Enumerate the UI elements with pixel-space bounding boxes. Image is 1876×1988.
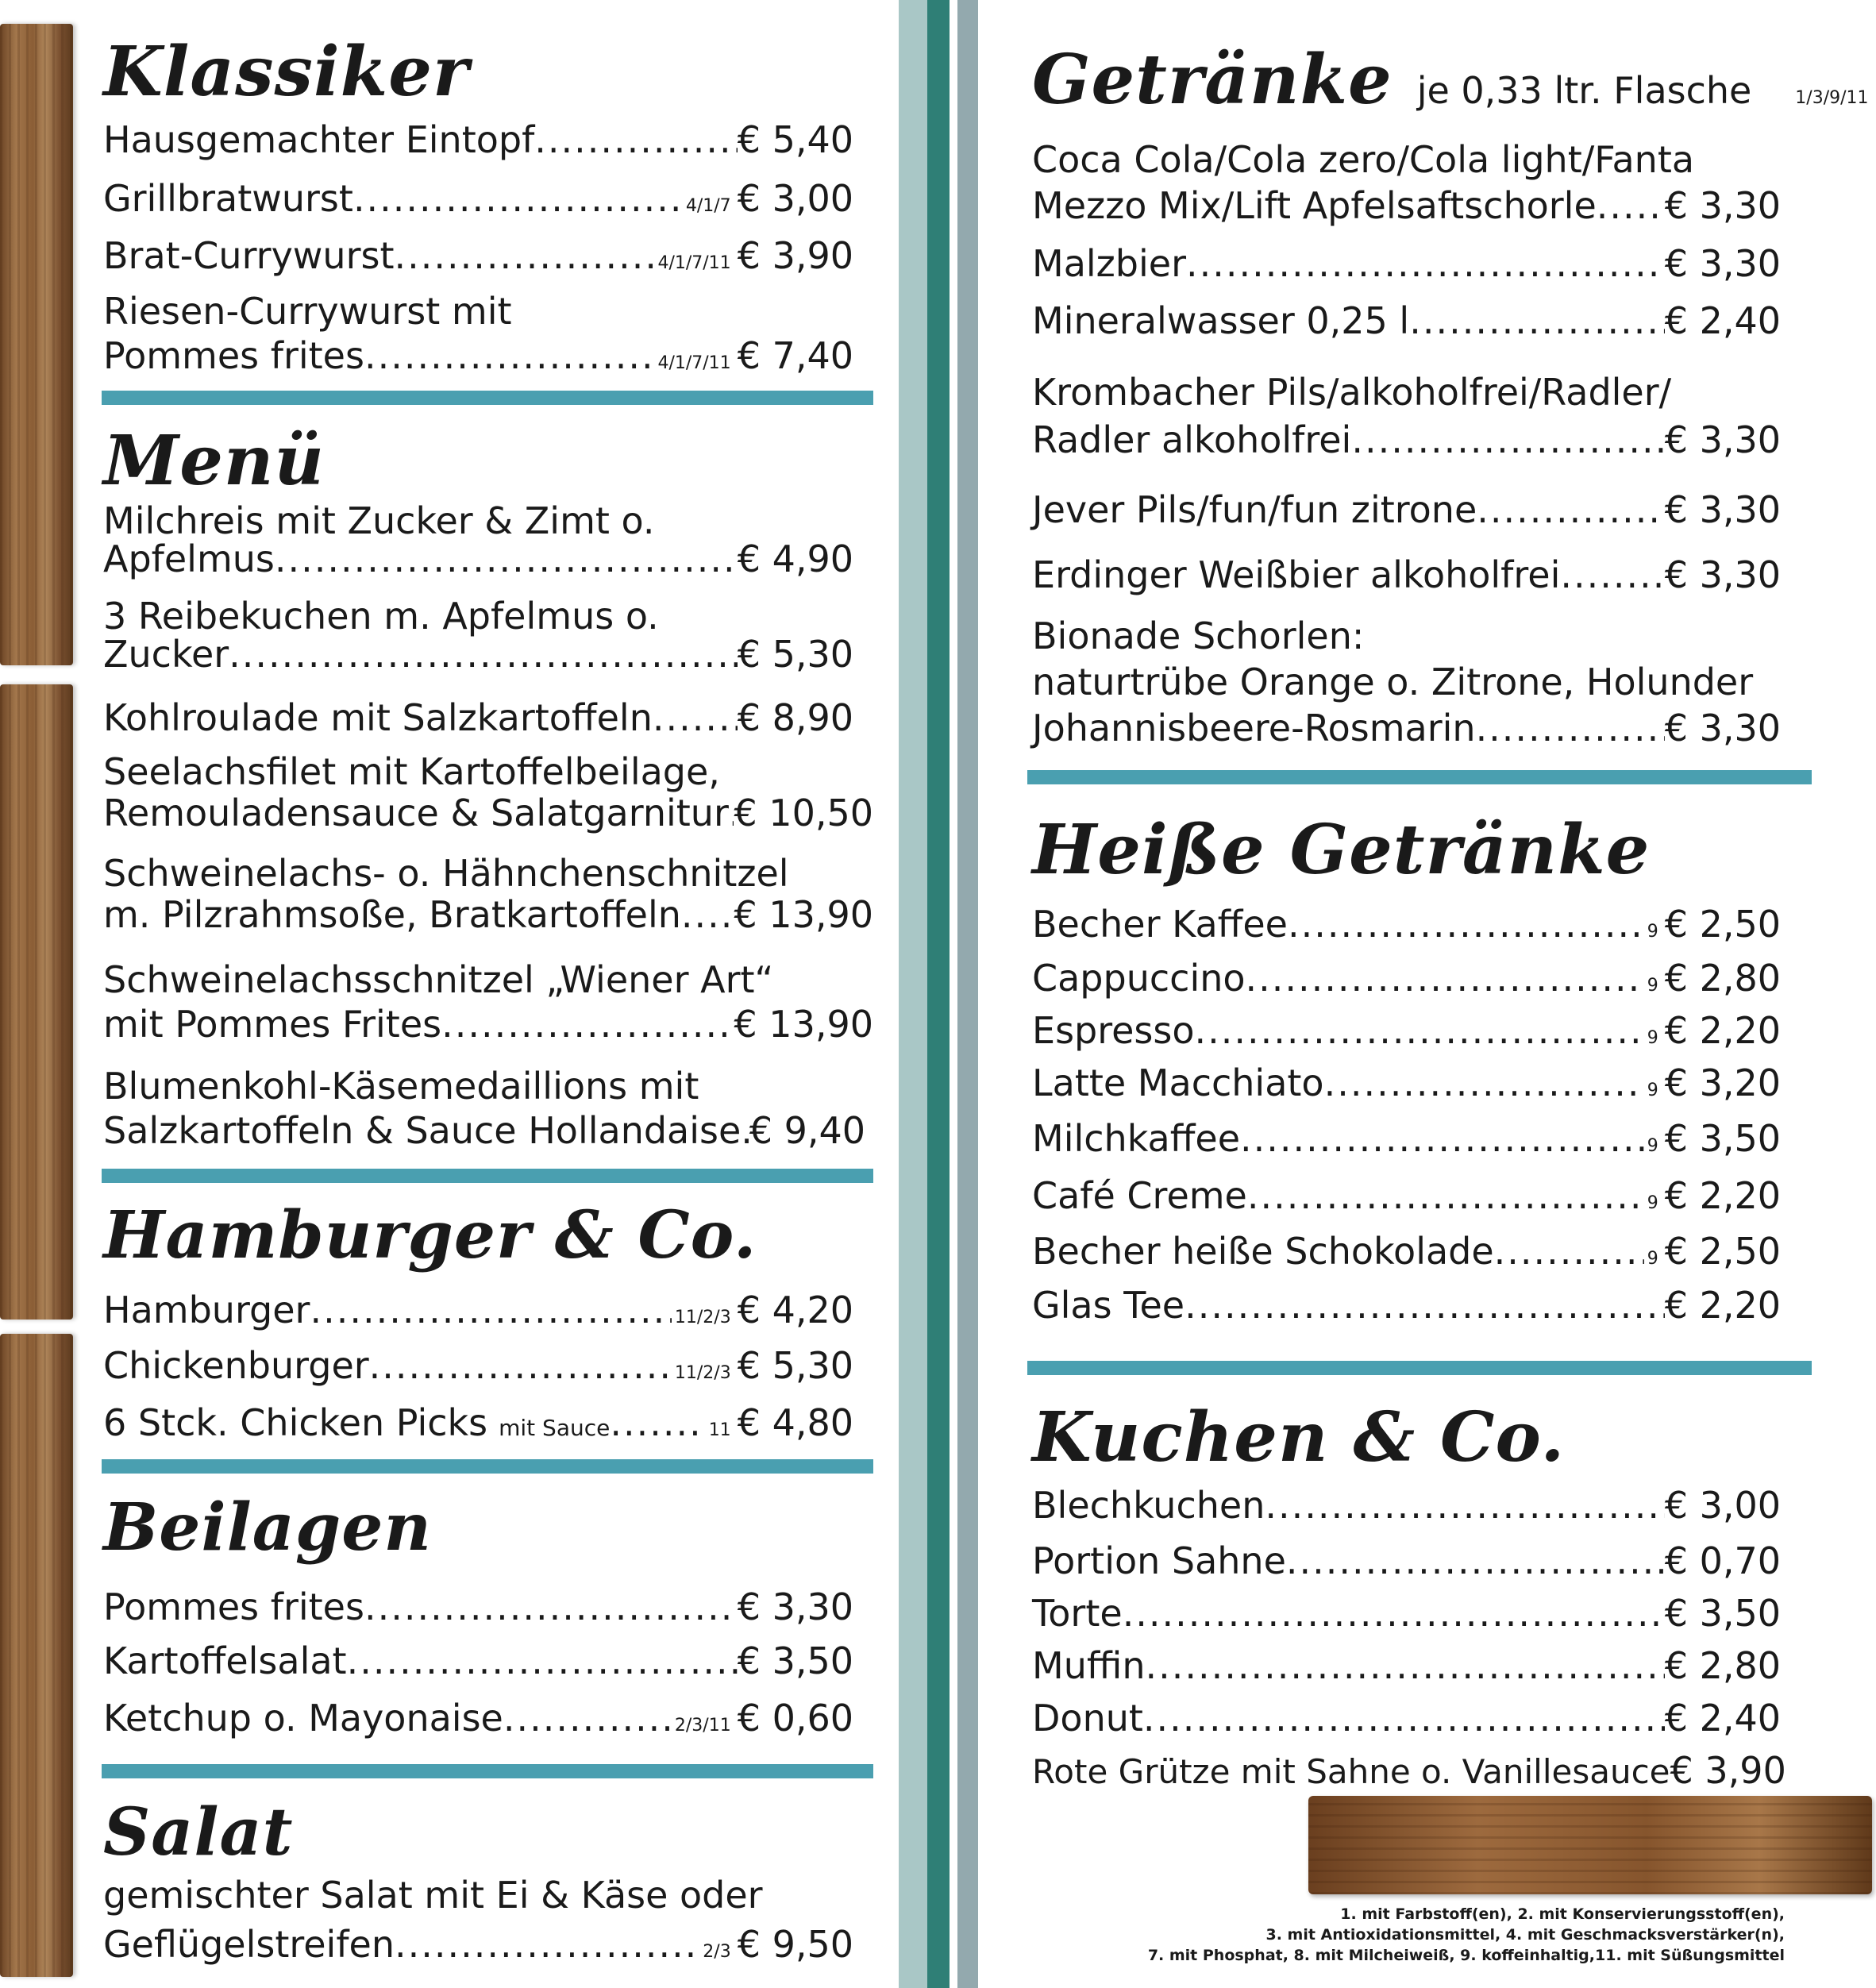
dot-leader (1247, 1173, 1644, 1218)
hot-drink-milchkaffee (1032, 1116, 1781, 1169)
dot-leader (503, 1696, 672, 1740)
menu-item-blumenkohl (103, 1064, 865, 1153)
dot-leader (1286, 1539, 1665, 1583)
section-title-kuchen: Kuchen & Co. (1032, 1397, 1566, 1478)
hot-drink-latte-macchiato (1032, 1061, 1781, 1113)
item-price: € 3,00 (1664, 1484, 1781, 1527)
dot-leader (681, 894, 734, 935)
item-name: Remouladensauce & Salatgarnitur (103, 792, 729, 834)
menu-item-wiener-art (103, 957, 873, 1046)
section-title-menue: Menü (103, 421, 325, 501)
cake-item-portion-sahne (1032, 1539, 1781, 1583)
cake-item-donut (1032, 1696, 1781, 1740)
dot-leader (610, 1400, 705, 1445)
menu-item-reibekuchen (103, 595, 853, 676)
item-price: € 3,30 (1664, 553, 1781, 596)
item-name: Pommes frites (103, 334, 364, 377)
dot-leader (275, 540, 738, 578)
allergen-footnotes (1032, 1904, 1785, 1966)
section-divider (1027, 770, 1812, 784)
item-name: Radler alkoholfrei (1032, 418, 1352, 461)
dot-leader (1123, 1591, 1665, 1635)
footnote-line: 7. mit Phosphat, 8. mit Milcheiweiß, 9. koffeinhaltig,11. mit Süßungsmittel (1147, 1947, 1785, 1964)
item-small-note: mit Sauce (499, 1415, 611, 1441)
cake-item-torte (1032, 1591, 1781, 1635)
dot-leader (1265, 1483, 1664, 1528)
section-title-klassiker: Klassiker (103, 32, 470, 112)
allergen-note: 9 (1647, 1136, 1658, 1156)
item-line1: Schweinelachs- o. Hähnchenschnitzel (103, 852, 789, 895)
item-price: € 3,30 (737, 1585, 853, 1628)
center-stripe-white (950, 0, 957, 1988)
allergen-note: 9 (1647, 976, 1658, 996)
dot-leader (1560, 553, 1664, 597)
item-name: m. Pilzrahmsoße, Bratkartoffeln (103, 893, 681, 936)
allergen-note: 2/3 (703, 1942, 731, 1962)
cake-item-blechkuchen (1032, 1483, 1781, 1528)
menu-item-kartoffelsalat (103, 1639, 853, 1683)
cake-item-rote-gruetze (1032, 1748, 1786, 1794)
item-price: € 5,30 (737, 1344, 853, 1387)
item-name: Torte (1032, 1592, 1123, 1635)
dot-leader (310, 1288, 671, 1332)
dot-leader (364, 1585, 738, 1629)
item-price: € 2,20 (1664, 1009, 1781, 1052)
item-price: € 3,00 (737, 177, 853, 220)
item-price: € 10,50 (734, 792, 873, 834)
item-price: € 4,80 (737, 1401, 853, 1444)
item-price: € 2,50 (1664, 1230, 1781, 1273)
drink-item-mineralwasser (1032, 299, 1781, 343)
item-name: Geflügelstreifen (103, 1923, 395, 1966)
center-stripe-light (899, 0, 927, 1988)
menu-item-eintopf (103, 118, 853, 162)
allergen-note: 9 (1647, 1193, 1658, 1213)
item-price: € 3,50 (737, 1639, 853, 1682)
menu-item-riesen-currywurst (103, 289, 853, 386)
item-price: € 8,90 (737, 696, 853, 739)
hot-drink-becher-kaffee (1032, 902, 1781, 954)
item-price: € 3,50 (1664, 1117, 1781, 1160)
item-name: Muffin (1032, 1644, 1146, 1687)
item-name: Donut (1032, 1697, 1143, 1740)
item-price: € 7,40 (737, 334, 853, 377)
dot-leader (229, 635, 738, 673)
dot-leader (353, 176, 683, 221)
item-name: Mezzo Mix/Lift Apfelsaftschorle (1032, 184, 1597, 227)
item-price: € 5,30 (737, 633, 853, 676)
menu-item-chicken-picks (103, 1400, 853, 1453)
allergen-note: 9 (1647, 1028, 1658, 1048)
dot-leader (1597, 183, 1665, 229)
center-stripe-dark (927, 0, 950, 1988)
item-name: Salzkartoffeln & Sauce Hollandaise (103, 1109, 742, 1152)
item-price: € 2,80 (1664, 957, 1781, 1000)
dot-leader (1246, 956, 1644, 1000)
item-price: € 0,60 (737, 1697, 853, 1740)
item-name: Portion Sahne (1032, 1539, 1286, 1582)
drink-item-jever (1032, 487, 1781, 532)
item-line1: gemischter Salat mit Ei & Käse oder (103, 1874, 763, 1917)
menu-item-seelachsfilet (103, 751, 873, 834)
section-title-text: Getränke (1032, 40, 1393, 120)
dot-leader (1494, 1229, 1644, 1273)
item-price: € 9,50 (737, 1923, 853, 1966)
section-title-salat: Salat (103, 1794, 294, 1870)
item-price: € 4,90 (737, 537, 853, 580)
section-divider (102, 1764, 873, 1778)
drink-item-erdinger (1032, 553, 1781, 597)
item-price: € 3,30 (1664, 242, 1781, 285)
menu-item-brat-currywurst (103, 233, 853, 286)
item-name: Ketchup o. Mayonaise (103, 1697, 503, 1740)
hot-drink-cappuccino (1032, 956, 1781, 1008)
drink-item-krombacher (1032, 368, 1781, 464)
item-name: Milchkaffee (1032, 1117, 1241, 1160)
menu-item-kohlroulade (103, 695, 853, 740)
item-line1: Milchreis mit Zucker & Zimt o. (103, 499, 655, 542)
wood-plank-bottom (0, 1334, 73, 1977)
dot-leader (395, 233, 655, 278)
cake-item-muffin (1032, 1643, 1781, 1688)
dot-leader (1324, 1061, 1644, 1105)
menu-item-chickenburger (103, 1343, 853, 1396)
allergen-note: 11/2/3 (674, 1363, 731, 1383)
allergen-note: 11/2/3 (674, 1308, 731, 1327)
item-line0: Bionade Schorlen: (1032, 615, 1365, 657)
dot-leader (347, 1639, 738, 1683)
dot-leader (441, 1002, 734, 1046)
item-line1: Riesen-Currywurst mit (103, 290, 512, 333)
item-line1: Blumenkohl-Käsemedaillions mit (103, 1065, 699, 1108)
section-title-heisse-getraenke: Heiße Getränke (1032, 810, 1651, 890)
item-name: Rote Grütze mit Sahne o. Vanillesauce (1032, 1752, 1670, 1791)
dot-leader (1476, 705, 1665, 751)
item-name: Hamburger (103, 1289, 310, 1331)
item-price: € 2,20 (1664, 1174, 1781, 1217)
section-divider (102, 1459, 873, 1474)
wood-plank-middle (0, 684, 73, 1320)
item-price: € 3,30 (1664, 707, 1781, 749)
item-name: Kartoffelsalat (103, 1639, 347, 1682)
item-price: € 3,30 (1664, 488, 1781, 531)
dot-leader (1409, 299, 1664, 343)
dot-leader (534, 118, 737, 162)
allergen-note: 4/1/7/11 (657, 353, 731, 373)
allergen-note: 9 (1647, 1249, 1658, 1269)
item-price: € 3,90 (1670, 1749, 1786, 1792)
section-title-hamburger: Hamburger & Co. (103, 1197, 757, 1273)
wood-plank-top (0, 24, 73, 665)
drink-item-bionade (1032, 613, 1781, 751)
menu-item-hamburger (103, 1288, 853, 1340)
item-line1: Seelachsfilet mit Kartoffelbeilage, (103, 750, 720, 793)
dot-leader (364, 333, 655, 378)
item-price: € 2,20 (1664, 1284, 1781, 1327)
allergen-note: 9 (1647, 922, 1658, 942)
item-price: € 3,30 (1664, 418, 1781, 461)
item-line1: Coca Cola/Cola zero/Cola light/Fanta (1032, 138, 1695, 181)
dot-leader (1351, 416, 1664, 464)
hot-drink-schokolade (1032, 1229, 1781, 1281)
item-name: Glas Tee (1032, 1284, 1185, 1327)
item-name: Brat-Currywurst (103, 234, 395, 277)
section-divider (1027, 1361, 1812, 1375)
item-name: 6 Stck. Chicken Picks (103, 1401, 488, 1444)
item-price: € 2,40 (1664, 299, 1781, 342)
item-name: Blechkuchen (1032, 1484, 1265, 1527)
menu-item-grillbratwurst (103, 176, 853, 229)
item-price: € 0,70 (1664, 1539, 1781, 1582)
item-line1: Krombacher Pils/alkoholfrei/Radler/ (1032, 371, 1672, 414)
menu-item-schnitzel (103, 853, 873, 935)
item-name: Cappuccino (1032, 957, 1246, 1000)
item-name: Chickenburger (103, 1344, 369, 1387)
menu-item-salat (103, 1870, 853, 1977)
item-line1: Schweinelachsschnitzel „Wiener Art“ (103, 958, 774, 1001)
item-name: mit Pommes Frites (103, 1003, 442, 1046)
center-stripe-grey (957, 0, 978, 1988)
item-name: Kohlroulade mit Salzkartoffeln (103, 696, 653, 739)
dot-leader (1240, 1116, 1644, 1161)
dot-leader (1288, 902, 1644, 946)
item-price: € 3,90 (737, 234, 853, 277)
dot-leader (1185, 1283, 1665, 1327)
menu-item-pommes (103, 1585, 853, 1629)
item-price: € 13,90 (734, 893, 873, 936)
item-name: Mineralwasser 0,25 l (1032, 299, 1410, 342)
item-name: Jever Pils/fun/fun zitrone (1032, 488, 1477, 531)
item-name: Hausgemachter Eintopf (103, 118, 535, 161)
menu-item-milchreis (103, 499, 853, 580)
item-price: € 2,50 (1664, 903, 1781, 946)
item-price: € 13,90 (734, 1003, 873, 1046)
item-price: € 2,80 (1664, 1644, 1781, 1687)
item-name: Malzbier (1032, 242, 1186, 285)
dot-leader (1143, 1696, 1665, 1740)
drink-item-malzbier (1032, 241, 1781, 286)
item-name: Café Creme (1032, 1174, 1247, 1217)
item-line1: naturtrübe Orange o. Zitrone, Holunder (1032, 661, 1754, 703)
section-subnote: 1/3/9/11 (1795, 88, 1869, 108)
section-divider (102, 391, 873, 405)
section-divider (102, 1169, 873, 1183)
section-title-beilagen: Beilagen (103, 1489, 433, 1566)
item-name: Grillbratwurst (103, 177, 353, 220)
item-price: € 4,20 (737, 1289, 853, 1331)
section-subtitle: je 0,33 ltr. Flasche (1416, 69, 1752, 112)
allergen-note: 9 (1647, 1081, 1658, 1100)
dot-leader (1186, 241, 1665, 286)
item-name: Becher heiße Schokolade (1032, 1230, 1494, 1273)
item-name: Erdinger Weißbier alkoholfrei (1032, 553, 1561, 596)
dot-leader (395, 1920, 699, 1969)
wooden-board-decoration (1308, 1796, 1872, 1894)
item-name: Becher Kaffee (1032, 903, 1288, 946)
item-price: € 3,30 (1664, 184, 1781, 227)
dot-leader (1195, 1008, 1644, 1053)
allergen-note: 4/1/7 (685, 196, 731, 216)
item-price: € 3,50 (1664, 1592, 1781, 1635)
item-price: € 9,40 (749, 1109, 865, 1152)
dot-leader (1477, 487, 1664, 532)
footnote-line: 1. mit Farbstoff(en), 2. mit Konservierungsstoff(en), (1340, 1905, 1785, 1923)
item-price: € 2,40 (1664, 1697, 1781, 1740)
item-name: Pommes frites (103, 1585, 364, 1628)
dot-leader (369, 1343, 672, 1388)
item-name: Latte Macchiato (1032, 1061, 1324, 1104)
item-price: € 5,40 (737, 118, 853, 161)
hot-drink-glas-tee (1032, 1283, 1781, 1327)
allergen-note: 4/1/7/11 (657, 253, 731, 273)
section-title-getraenke (1032, 40, 1869, 120)
allergen-note: 11 (708, 1420, 731, 1440)
item-name: Apfelmus (103, 537, 275, 580)
hot-drink-espresso (1032, 1008, 1781, 1061)
dot-leader (741, 1108, 749, 1153)
footnote-line: 3. mit Antioxidationsmittel, 4. mit Geschmacksverstärker(n), (1265, 1926, 1785, 1944)
item-line1: 3 Reibekuchen m. Apfelmus o. (103, 595, 659, 638)
dot-leader (653, 695, 738, 740)
item-name: Espresso (1032, 1009, 1195, 1052)
menu-item-ketchup (103, 1696, 853, 1748)
item-price: € 3,20 (1664, 1061, 1781, 1104)
drink-item-coca-cola (1032, 137, 1781, 229)
hot-drink-cafe-creme (1032, 1173, 1781, 1226)
allergen-note: 2/3/11 (674, 1716, 731, 1736)
dot-leader (1145, 1643, 1664, 1688)
item-name: Zucker (103, 633, 229, 676)
item-name: Johannisbeere-Rosmarin (1032, 707, 1476, 749)
